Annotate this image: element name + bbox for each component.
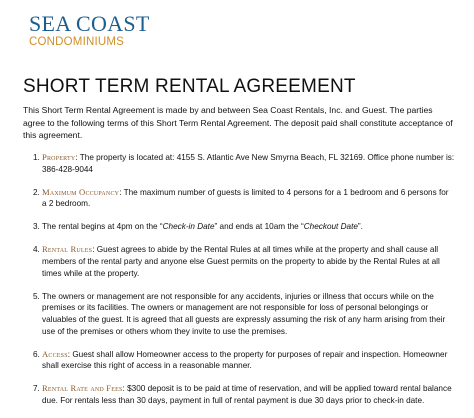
clause-text: Guest agrees to abide by the Rental Rules at all times while at the property and shall cause all members of the rental party and anyone else Guest permits on the property to abide by the Rental Rules at all times while at the property.	[42, 245, 440, 278]
clause-liability	[23, 291, 455, 337]
clause-text: Guest shall allow Homeowner access to the property for purposes of repair and inspection. Homeowner shall exercise this right of access in a reasonable manner.	[42, 349, 448, 371]
clause-rental-rules: 4. Rental Rules: Guest agrees to abide by the Rental Rules at all times while at the property and shall cause all members of the rental party and anyone else Guest permits on the property to abide by the Rental Rules at all times while at the property.	[33, 244, 440, 278]
clause-text-end: ”.	[357, 222, 363, 232]
clause-rental-period	[23, 221, 455, 233]
clause-text: The property is located at: 4155 S. Atlantic Ave New Smyrna Beach, FL 32169. Office phone number is: 386-428-9044	[42, 153, 455, 174]
clause-text: The owners or management are not responsible for any accidents, injuries or illness that occurs while on the premises or its facilities. The owners or management are not responsible for loss of personal belongings or valuables of the guest. It is agreed that all guests are expressly assuming the risk of any harm arising from their use of the premises or others whom they invite to use the premises.	[42, 291, 446, 336]
company-logo	[29, 13, 150, 49]
clause-label: Rental Rules	[42, 244, 93, 255]
document-title: SHORT TERM RENTAL AGREEMENT	[23, 76, 356, 97]
clause-number: 5.	[33, 291, 40, 301]
clause-number: 2.	[33, 187, 40, 197]
logo-primary-text: SEA COAST	[29, 11, 150, 36]
logo-secondary-text: CONDOMINIUMS	[29, 36, 125, 48]
clause-list	[23, 152, 455, 418]
clause-label: Property	[42, 152, 76, 162]
clause-number: 6.	[33, 349, 40, 359]
clause-text-start: The rental begins at 4pm on the “	[42, 222, 163, 232]
clause-label: Maximum Occupancy	[42, 186, 120, 197]
clause-number: 4.	[33, 245, 40, 255]
clause-text-middle: ” and ends at 10am the “	[214, 222, 304, 232]
clause-label: Access	[42, 348, 68, 359]
clause-number: 1.	[33, 153, 40, 162]
clause-maximum-occupancy: 2. Maximum Occupancy: The maximum number of guests is limited to 4 persons for a 1 bedroom and 6 persons for a 2 bedroom.	[33, 186, 449, 209]
checkout-date-term: Checkout Date	[303, 222, 358, 232]
clause-number: 3.	[33, 222, 40, 232]
clause-property: 1. Property: The property is located at: 4155 S. Atlantic Ave New Smyrna Beach, FL 32169. Office phone number is: 386-428-9044	[33, 152, 455, 174]
clause-text: $300 deposit is to be paid at time of reservation, and will be applied toward rental balance due. For rentals less than 30 days, payment in full of rental payment is due 30 days prior to check-in date.	[42, 384, 452, 405]
check-in-date-term: Check-in Date	[162, 222, 215, 232]
clause-text: The maximum number of guests is limited to 4 persons for a 1 bedroom and 6 persons for a 2 bedroom.	[42, 187, 449, 209]
clause-number: 7.	[33, 384, 40, 394]
clause-rental-rate-and-fees: 7. Rental Rate and Fees: $300 deposit is to be paid at time of reservation, and will be applied toward rental balance due. For rentals less than 30 days, payment in full of rental payment is due 30 days prior to check-in date.	[33, 383, 452, 405]
clause-access: 6. Access: Guest shall allow Homeowner access to the property for purposes of repair and inspection. Homeowner shall exercise this right of access in a reasonable manner.	[33, 348, 448, 371]
clause-label: Rental Rate and Fees	[42, 383, 123, 394]
intro-paragraph: This Short Term Rental Agreement is made by and between Sea Coast Rentals, Inc. and Guest. The parties agree to the following terms of this Short Term Rental Agreement. The deposit paid shall constitute acceptance of this agreement.	[23, 105, 453, 140]
